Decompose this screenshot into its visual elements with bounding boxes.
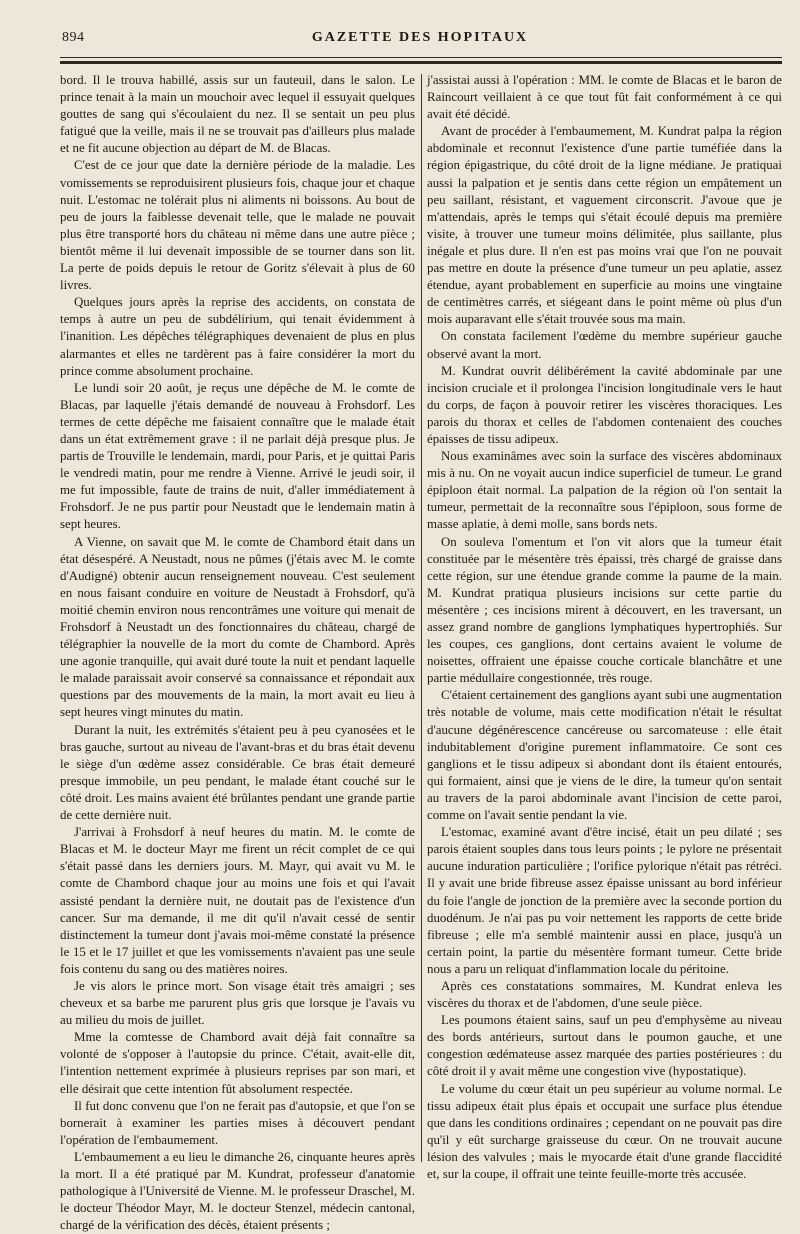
- paragraph: Le volume du cœur était un peu supérieur au volume normal. Le tissu adipeux était plus épais et occupait une surface plus étendue que dans les conditions ordinaires ; cependant on ne pouvait pas dire qu'il y eût surcharge graisseuse du cœur. On ne trouvait aucune lésion des valvules ; mais le myocarde était d'une grande flaccidité et, sur la coupe, il offrait une teinte feuille-morte très accusée.: [427, 1081, 782, 1181]
- paragraph: Il fut donc convenu que l'on ne ferait pas d'autopsie, et que l'on se bornerait à examiner les parties mises à découvert pendant l'opération de l'embaumement.: [60, 1098, 415, 1147]
- paragraph: Le lundi soir 20 août, je reçus une dépêche de M. le comte de Blacas, par laquelle j'étais demandé de nouveau à Frohsdorf. Les termes de cette dépêche me faisaient connaître que le malade était dans un état extrêmement grave : il ne parlait déjà presque plus. Je partis de Trouville le lendemain, mardi, pour Paris, et je quittai Paris le vendredi matin, pour me rendre à Vienne. Arrivé le jeudi soir, il me fut impossible, faute de trains de nuit, d'aller immédiatement à Frohsdorf. Je ne pus partir pour Neustadt que le lendemain matin à sept heures.: [60, 380, 415, 532]
- paragraph: Durant la nuit, les extrémités s'étaient peu à peu cyanosées et le bras gauche, surtout au niveau de l'avant-bras et du bras était devenu le siège d'un œdème assez considérable. Ce bras était demeuré presque immobile, un peu pendant, le malade étant couché sur le côté droit. Les mains avaient été brûlantes pendant une grande partie de cette dernière nuit.: [60, 722, 415, 823]
- paragraph: A Vienne, on savait que M. le comte de Chambord était dans un état désespéré. A Neustadt, nous ne pûmes (j'étais avec M. le comte d'Audigné) obtenir aucun renseignement nouveau. C'est seulement en nous faisant conduire en voiture de Neustadt à Frohsdorf, qu'à moitié chemin environ nous rencontrâmes une voiture qui menait de Frohsdorf à Neustadt un des fonctionnaires du château, chargé de télégraphier la nouvelle de la mort du comte de Chambord. Après une agonie tranquille, qui avait duré toute la nuit et pendant laquelle le malade paraissait avoir conservé sa connaissance et répondait aux questions par des mouvements de la main, la mort avait eu lieu à sept heures vingt minutes du matin.: [60, 534, 415, 720]
- journal-title: GAZETTE DES HOPITAUX: [311, 30, 529, 45]
- right-column: [427, 72, 782, 1181]
- paragraph: j'assistai aussi à l'opération : MM. le comte de Blacas et le baron de Raincourt veillaient à ce que tout fût fait conformément à ce qui avait été décidé.: [427, 73, 782, 122]
- paragraph: L'estomac, examiné avant d'être incisé, était un peu dilaté ; ses parois étaient souples dans tous leurs points ; le pylore ne présentait aucune induration particulière ; l'orifice pylorique n'était pas rétréci. Il y avait une bride fibreuse assez épaisse unissant au bord inférieur du foie l'angle de jonction de la première avec la seconde portion du duodénum. Je n'ai pas pu voir nettement les rapports de cette bride fibreuse ; elle m'a semblé maintenir aussi en place, jusqu'à un certain point, la partie du mésentère formant tumeur. Cette bride nous a paru un reliquat d'inflammation locale du péritoine.: [427, 825, 782, 976]
- paragraph: L'embaumement a eu lieu le dimanche 26, cinquante heures après la mort. Il a été pratiqué par M. Kundrat, professeur d'anatomie pathologique à l'Université de Vienne. M. le professeur Draschel, M. le docteur Théodor Mayr, M. le docteur Stenzel, médecin cantonal, chargé de la vérification des décès, étaient présents ;: [60, 1149, 415, 1233]
- left-column: [60, 72, 415, 1233]
- paragraph: M. Kundrat ouvrit délibérément la cavité abdominale par une incision cruciale et il prolongea l'incision longitudinale vers le haut du corps, de façon à pouvoir retirer les viscères thoraciques. Les parois du thorax et celles de l'abdomen contenaient des couches épaisses de tissu adipeux.: [427, 363, 782, 446]
- header-rule-thick: [60, 61, 782, 64]
- column-divider: [421, 74, 422, 1162]
- paragraph: Les poumons étaient sains, sauf un peu d'emphysème au niveau des bords antérieurs, surtout dans le poumon gauche, et une congestion œdémateuse assez marquée des parties postérieures : du côté droit il y avait même une congestion vive (hypostatique).: [427, 1013, 782, 1079]
- paragraph: C'est de ce jour que date la dernière période de la maladie. Les vomissements se reproduisirent plusieurs fois, chaque jour et chaque nuit. L'estomac ne tolérait plus ni aliments ni boissons. Au bout de peu de jours la faiblesse devenait telle, que le malade ne pouvait plus être transporté hors du château ni même dans une autre pièce ; bientôt même il lui devenait impossible de se tourner dans son lit. La perte de poids depuis le retour de Goritz s'élevait à plus de 60 livres.: [60, 158, 415, 293]
- paragraph: Avant de procéder à l'embaumement, M. Kundrat palpa la région abdominale et reconnut l'existence d'une partie tuméfiée dans la région épigastrique, du côté droit de la ligne médiane. Je pratiquai aussi la palpation et je sentis dans cette région un empâtement un peu saillant, résistant, et vaguement circonscrit. J'avoue que je m'attendais, après le temps qui s'était écoulé depuis ma première visite, à trouver une tumeur moins délimitée, plus saillante, plus inégale et plus dure. Il n'en est pas moins vrai que l'on ne pouvait pas mettre en doute la présence d'une tumeur un peu aplatie, assez étendue, ayant probablement en superficie au moins une vingtaine de centimètres carrés, et siégeant dans le point même où plus d'un mois auparavant elle s'était trouvée sous ma main.: [427, 124, 782, 327]
- paragraph: J'arrivai à Frohsdorf à neuf heures du matin. M. le comte de Blacas et M. le docteur Mayr me firent un récit complet de ce qui s'était passé dans les derniers jours. M. Mayr, qui avait vu M. le comte de Chambord chaque jour au moins une fois et qui l'avait assisté pendant la dernière nuit, ne doutait pas de l'existence d'un cancer. Sur ma demande, il me dit qu'il n'avait cessé de sentir distinctement la tumeur dont j'avais moi-même constaté la présence le 15 et le 17 juillet et que les vomissements n'avaient pas une seule fois contenu du sang ou des matières noires.: [60, 825, 415, 976]
- text-columns: [60, 72, 782, 1233]
- paragraph: On constata facilement l'œdème du membre supérieur gauche observé avant la mort.: [427, 329, 782, 361]
- page-number: 894: [62, 30, 85, 45]
- paragraph: Je vis alors le prince mort. Son visage était très amaigri ; ses cheveux et sa barbe me parurent plus gris que lorsque je l'avais vu au milieu du mois de juillet.: [60, 978, 415, 1028]
- paragraph: Après ces constatations sommaires, M. Kundrat enleva les viscères du thorax et de l'abdomen, d'une seule pièce.: [427, 978, 782, 1011]
- paragraph: Nous examinâmes avec soin la surface des viscères abdominaux mis à nu. On ne voyait aucun indice superficiel de tumeur. Le grand épiploon était normal. La palpation de la région où l'on sentait la tumeur, permettait de la reconnaître sous l'épiploon, sous forme de masse aplatie, à demi molle, sans bords nets.: [427, 449, 782, 532]
- paragraph: Quelques jours après la reprise des accidents, on constata de temps à autre un peu de subdélirium, qui tenait évidemment à l'inanition. Les dépêches télégraphiques devenaient de plus en plus alarmantes et elles ne tardèrent pas à faire considérer la mort du prince comme absolument prochaine.: [60, 295, 415, 378]
- paragraph: On souleva l'omentum et l'on vit alors que la tumeur était constituée par le mésentère très épaissi, très chargé de graisse dans cette région, sur une étendue grande comme la paume de la main. M. Kundrat pratiqua plusieurs incisions sur cette partie du mésentère ; ces incisions mirent à découvert, en les traversant, un assez grand nombre de ganglions lymphatiques hypertrophiés. Sur les coupes, ces ganglions, dont certains avaient le volume de noisettes, offraient une épaisse couche corticale blanchâtre et une partie médullaire congestionnée, très rouge.: [427, 534, 782, 686]
- paragraph: bord. Il le trouva habillé, assis sur un fauteuil, dans le salon. Le prince tenait à la main un mouchoir avec lequel il essuyait quelques gouttes de sang qui s'écoulaient du nez. Il se sentait un peu plus fatigué que la veille, mais il ne se trouvait pas d'ailleurs plus malade et ne fit aucune objection au départ de M. de Blacas.: [60, 73, 415, 156]
- header-rule-thin: [60, 57, 782, 58]
- paragraph: Mme la comtesse de Chambord avait déjà fait connaître sa volonté de s'opposer à l'autopsie du prince. C'était, avait-elle dit, l'intention nettement exprimée à plusieurs reprises par son mari, et elle désirait que cette intention fût absolument respectée.: [60, 1030, 415, 1096]
- paragraph: C'étaient certainement des ganglions ayant subi une augmentation très notable de volume, mais cette modification n'était le résultat d'aucune dégénérescence cancéreuse ou sarcomateuse : elle était indubitablement d'origine purement inflammatoire. Ce sont ces ganglions et le tissu adipeux si abondant dont ils étaient entourés, qui formaient, ainsi que je viens de le dire, la tumeur qu'on sentait au travers de la paroi abdominale avant l'incision de cette paroi, comme on l'avait sentie pendant la vie.: [427, 688, 782, 823]
- page-header: [60, 28, 780, 50]
